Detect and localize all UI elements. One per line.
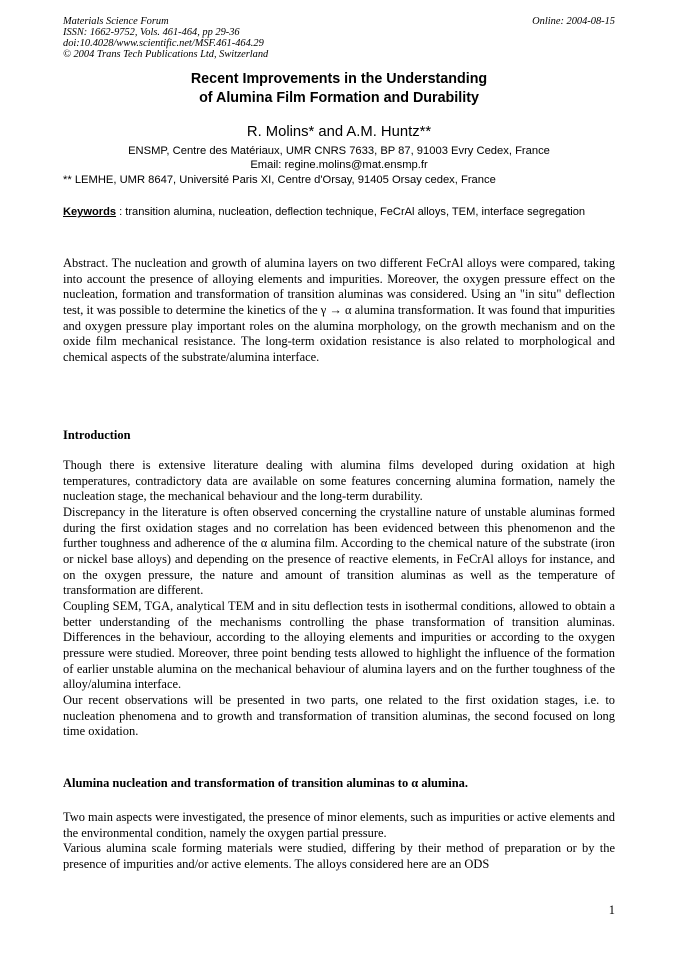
authors: R. Molins* and A.M. Huntz** <box>246 124 432 140</box>
introduction-heading: Introduction <box>63 428 131 442</box>
author-email: Email: regine.molins@mat.ensmp.fr <box>250 159 428 171</box>
affiliation-2: ** LEMHE, UMR 8647, Université Paris XI, Centre d'Orsay, 91405 Orsay cedex, France <box>63 174 496 186</box>
paper-title <box>63 70 615 107</box>
intro-paragraph-1: Though there is extensive literature dealing with alumina films developed during oxidation at high temperatures, contradictory data are available on some features concerning alumina formation, namely the nucleation stage, the mechanical behaviour and the long-term durability. <box>63 458 615 504</box>
intro-paragraph-4: Our recent observations will be presented in two parts, one related to the first oxidation stages, i.e. to nucleation phenomena and to growth and transformation of transition aluminas, the second focused on long time oxidation. <box>63 692 615 739</box>
keywords-label: Keywords <box>63 206 117 218</box>
journal-header <box>63 16 615 60</box>
page-number: 1 <box>608 903 615 917</box>
journal-name: Materials Science Forum <box>63 16 169 27</box>
affiliation-1: ENSMP, Centre des Matériaux, UMR CNRS 7633, BP 87, 91003 Evry Cedex, France <box>128 145 550 157</box>
introduction-body <box>63 458 615 740</box>
issn-line: ISSN: 1662-9752, Vols. 461-464, pp 29-36 <box>63 27 240 38</box>
section-2-heading <box>63 776 615 791</box>
abstract <box>63 256 615 366</box>
keywords-separator: : <box>116 206 126 218</box>
section-2-heading-end: alumina. <box>418 776 468 790</box>
online-date: Online: 2004-08-15 <box>532 16 615 27</box>
section-2-paragraph-1: Two main aspects were investigated, the presence of minor elements, such as impurities or active elements and the environmental condition, namely the oxygen partial pressure. <box>63 810 615 840</box>
abstract-text-1: The nucleation and growth of alumina layers on two different FeCrAl alloys were compared, taking into account the presence of alloying elements and impurities. Moreover, the oxygen pressure effect on the nucleation, formation and transformation of transition aluminas was considered. Using an "in situ" deflection test, it was possible to determine the kinetics of the <box>63 256 615 317</box>
keywords-text: transition alumina, nucleation, deflection technique, FeCrAl alloys, TEM, interface segregation <box>125 206 586 218</box>
intro-paragraph-3: Coupling SEM, TGA, analytical TEM and in situ deflection tests in isothermal conditions, allowed to obtain a better understanding of the mechanisms controlling the phase transformation of transition aluminas. Differences in the behaviour, according to the alloying elements and impurities or according to the oxygen pressure were studied. Moreover, three point bending tests allowed to highlight the influence of the formation of earlier unstable alumina on the mechanical behaviour of alumina layers and on the further toughness of the alloy/alumina interface. <box>63 598 615 692</box>
gamma-alpha-symbol: γ → α <box>320 302 352 317</box>
abstract-label: Abstract. <box>63 256 109 270</box>
section-2-body <box>63 810 615 873</box>
doi-line: doi:10.4028/www.scientific.net/MSF.461-464.29 <box>63 38 264 49</box>
title-line-1: Recent Improvements in the Understanding <box>190 71 488 87</box>
alpha-symbol: α <box>411 776 419 790</box>
copyright-line: © 2004 Trans Tech Publications Ltd, Switzerland <box>63 49 269 60</box>
intro-paragraph-2: Discrepancy in the literature is often observed concerning the crystalline nature of unstable aluminas formed during the first oxidation stages and no correlation has been evidenced between this phenomenon and the further toughness and adherence of the α alumina film. According to the chemical nature of the substrate (iron or nickel base alloys) and depending on the presence of reactive elements, in FeCrAl alloys for instance, and on the oxygen pressure, the nature and amount of transition aluminas as well as the temperature of transformation are different. <box>63 504 615 598</box>
section-2-paragraph-2: Various alumina scale forming materials were studied, differing by their method of preparation or by the presence of impurities and/or active elements. The alloys considered here are an ODS <box>63 841 615 871</box>
abstract-text-2: alumina transformation. It was found that impurities and oxygen pressure play important roles on the alumina morphology, on the growth mechanism and on the oxide film mechanical resistance. The long-term oxidation resistance is also related to morphological and chemical aspects of the substrate/alumina interface. <box>63 302 615 364</box>
keywords <box>63 204 615 222</box>
section-2-heading-text: Alumina nucleation and transformation of transition aluminas to <box>63 776 412 790</box>
title-line-2: of Alumina Film Formation and Durability <box>199 89 479 106</box>
